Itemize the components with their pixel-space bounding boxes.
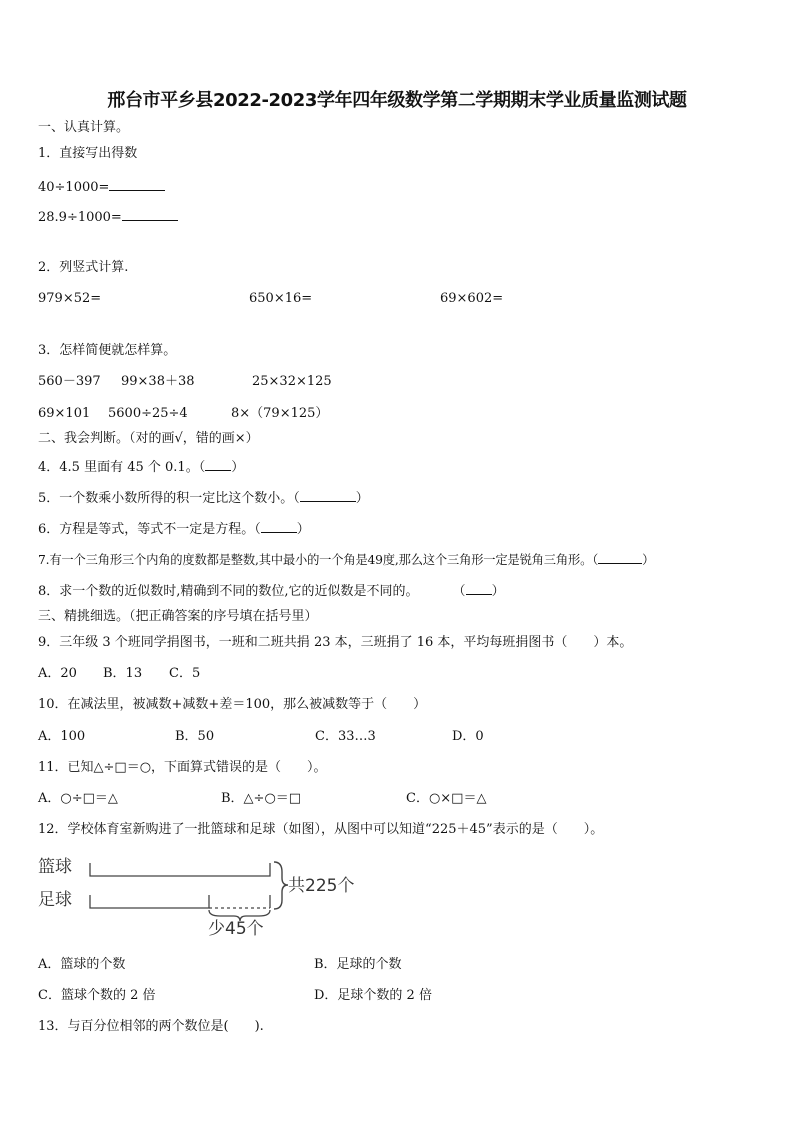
question-2: 2．列竖式计算.	[38, 260, 129, 275]
option[interactable]: C．5	[169, 666, 201, 681]
basketball-bar	[90, 863, 270, 876]
question-8	[38, 581, 505, 601]
question-3: 3．怎样简便就怎样算。	[38, 343, 177, 358]
question-text: 7.有一个三角形三个内角的度数都是整数,其中最小的一个角是49度,那么这个三角形一定是锐角三角形。（	[38, 553, 599, 567]
section-heading: 三、精挑细选。（把正确答案的序号填在括号里）	[38, 609, 318, 624]
q3-item: 5600÷25÷4	[108, 406, 188, 421]
section-heading: 二、我会判断。（对的画√，错的画×）	[38, 431, 259, 446]
option[interactable]: D．0	[452, 729, 484, 744]
total-brace	[274, 862, 288, 909]
answer-blank[interactable]	[122, 207, 178, 221]
difference-label: 少45个	[208, 919, 264, 939]
q2-item: 650×16=	[249, 291, 313, 306]
q3-item: 560－397	[38, 374, 101, 389]
answer-blank[interactable]	[300, 488, 356, 502]
question-13: 13．与百分位相邻的两个数位是( ).	[38, 1019, 264, 1034]
option[interactable]: B．足球的个数	[314, 957, 402, 972]
answer-blank[interactable]	[109, 177, 165, 191]
question-text: 6．方程是等式，等式不一定是方程。（	[38, 522, 261, 537]
q1-item	[38, 177, 165, 197]
question-9: 9．三年级 3 个班同学捐图书，一班和二班共捐 23 本，三班捐了 16 本，平均每班捐图书（ ）本。	[38, 635, 633, 650]
question-1: 1．直接写出得数	[38, 146, 138, 161]
option[interactable]: B．13	[103, 666, 143, 681]
total-label: 共225个	[288, 876, 355, 896]
q2-item: 979×52=	[38, 291, 102, 306]
option[interactable]: A．篮球的个数	[38, 957, 126, 972]
question-text: 8．求一个数的近似数时,精确到不同的数位,它的近似数是不同的。	[38, 584, 419, 599]
basketball-label: 篮球	[38, 857, 72, 877]
close-paren: ）	[491, 584, 505, 599]
football-bar	[90, 895, 209, 908]
close-paren: ）	[296, 522, 310, 537]
question-7	[38, 550, 654, 569]
close-paren: ）	[355, 491, 369, 506]
question-4	[38, 457, 244, 477]
q1-item-text: 40÷1000=	[38, 180, 110, 195]
option[interactable]: A．20	[38, 666, 77, 681]
q3-item: 8×（79×125）	[231, 406, 329, 421]
question-text: 4．4.5 里面有 45 个 0.1。（	[38, 460, 206, 475]
answer-blank[interactable]	[261, 519, 297, 533]
open-paren: （	[452, 584, 466, 599]
question-5	[38, 488, 369, 508]
option[interactable]: B．50	[175, 729, 215, 744]
page-title: 邢台市平乡县2022-2023学年四年级数学第二学期期末学业质量监测试题	[107, 90, 687, 111]
option[interactable]: A．○÷□＝△	[38, 791, 118, 806]
q3-item: 99×38＋38	[121, 374, 195, 389]
question-6	[38, 519, 310, 539]
close-paren: ）	[642, 553, 655, 567]
option[interactable]: C．篮球个数的 2 倍	[38, 988, 156, 1003]
question-11: 11．已知△÷□＝○，下面算式错误的是（ ）。	[38, 760, 327, 775]
q1-item	[38, 207, 178, 227]
q2-item: 69×602=	[440, 291, 504, 306]
option[interactable]: B．△÷○＝□	[221, 791, 302, 806]
q3-item: 25×32×125	[252, 374, 332, 389]
close-paren: ）	[231, 460, 245, 475]
answer-blank[interactable]	[205, 457, 231, 471]
question-10: 10．在减法里，被减数+减数+差＝100，那么被减数等于（ ）	[38, 697, 427, 712]
ball-comparison-diagram	[38, 848, 368, 940]
option[interactable]: D．足球个数的 2 倍	[314, 988, 432, 1003]
section-heading: 一、认真计算。	[38, 120, 130, 135]
football-label: 足球	[38, 890, 72, 910]
option[interactable]: C．○×□＝△	[406, 791, 487, 806]
option[interactable]: C．33…3	[315, 729, 376, 744]
question-text: 5．一个数乘小数所得的积一定比这个数小。（	[38, 491, 300, 506]
answer-blank[interactable]	[598, 550, 642, 564]
answer-blank[interactable]	[466, 581, 492, 595]
q1-item-text: 28.9÷1000=	[38, 210, 122, 225]
option[interactable]: A．100	[38, 729, 86, 744]
question-12: 12．学校体育室新购进了一批篮球和足球（如图），从图中可以知道“225＋45”表示的是（ ）。	[38, 822, 604, 837]
q3-item: 69×101	[38, 406, 91, 421]
